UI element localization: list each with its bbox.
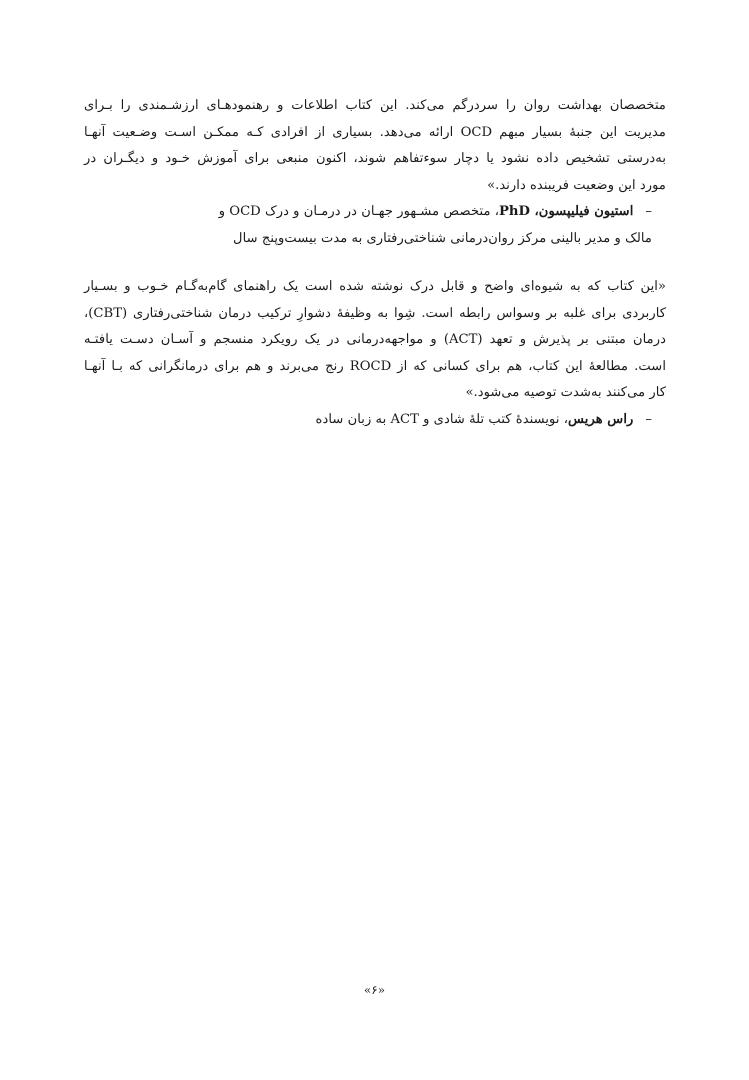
attribution-1-continued: مالک و مدیر بالینی مرکز روان‌درمانی شناختی‌رفتاری به مدت بیست‌وپنج سال: [233, 230, 652, 246]
text-line: کار می‌کنند به‌شدت توصیه می‌شود.»: [465, 385, 666, 400]
page-body: [84, 93, 666, 433]
text-line: کاربردی برای غلبه بر وسواس رابطه است. شِوا به وظیفهٔ دشوارِ ترکیب درمان شناختی‌رفتاری (CBT)،: [84, 305, 666, 321]
attribution-name: راس هریس: [567, 411, 634, 427]
text-line: درمان مبتنی بر پذیرش و تعهد (ACT) و مواجهه‌درمانی در یک رویکرد منسجم و آسـان دسـت یافتـه: [84, 332, 666, 347]
attribution-2: [84, 407, 666, 434]
attribution-dash: –: [645, 204, 652, 219]
attribution-text: ، متخصص مشـهور جهـان در درمـان و درک OCD و: [218, 204, 499, 219]
attribution-1: [84, 199, 666, 226]
text-line: مورد این وضعیت فریبنده دارند.»: [487, 177, 666, 193]
text-line: «این کتاب که به شیوه‌ای واضح و قابل درک نوشته شده است یک راهنمای گام‌به‌گـام خـوب و بسـیار: [84, 279, 666, 294]
text-line: است. مطالعهٔ این کتاب، هم برای کسانی که از ROCD رنج می‌برند و هم برای درمانگرانی که بـا آنهـا: [84, 358, 666, 374]
attribution-dash: –: [645, 411, 652, 427]
text-line: مدیریت این جنبهٔ بسیار مبهم OCD ارائه می‌دهد. بسیاری از افرادی کـه ممکـن اسـت وضـعیت آنهـا: [84, 124, 666, 140]
endorsement-2: [84, 274, 666, 433]
attribution-name: استیون فیلیپسون، PhD: [498, 204, 634, 219]
text-line: به‌درستی تشخیص داده نشود یا دچار سوءتفاهم شوند، اکنون منبعی برای آموزش خـود و دیگـران در: [84, 151, 666, 166]
page-number: «۶»: [363, 983, 386, 997]
attribution-text: ، نویسندهٔ کتب تلهٔ شادی و ACT به زبان ساده: [315, 411, 568, 427]
text-line: متخصصان بهداشت روان را سردرگم می‌کند. این کتاب اطلاعات و رهنمودهـای ارزشـمندی را بـرای: [84, 98, 666, 113]
endorsement-1: [84, 93, 666, 252]
